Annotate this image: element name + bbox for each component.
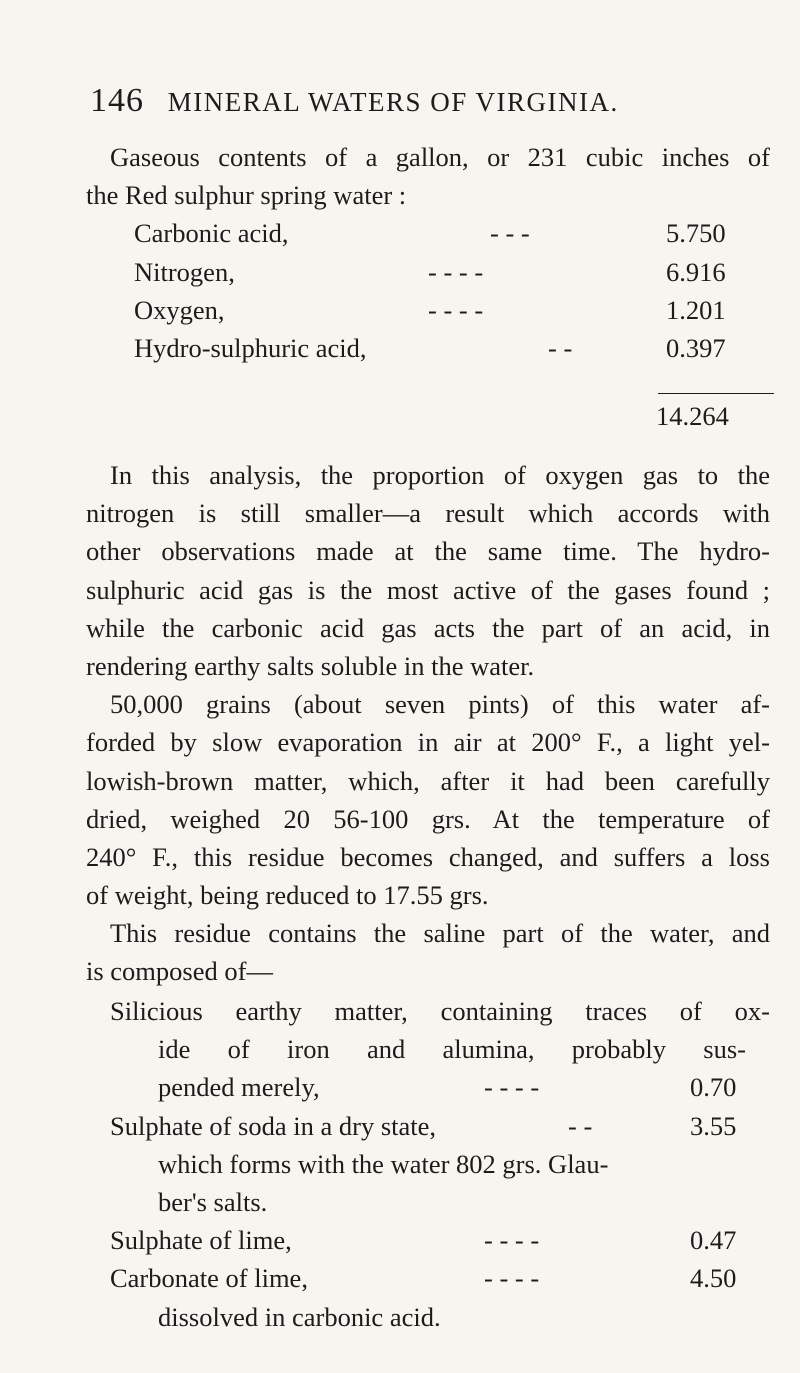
residue-row-soda xyxy=(110,1107,770,1145)
text-line: dried, weighed 20 56-100 grs. At the temperature of xyxy=(86,803,770,834)
residue-note: which forms with the water 802 grs. Glau- xyxy=(158,1148,609,1179)
text-line: other observations made at the same time. The hydro- xyxy=(86,536,770,567)
sum-rule xyxy=(658,393,774,394)
residue-name: Carbonate of lime, xyxy=(110,1263,308,1294)
leader-dots: - - xyxy=(548,332,573,363)
total-rule-row xyxy=(110,367,770,397)
running-title: MINERAL WATERS OF VIRGINIA. xyxy=(167,87,619,117)
residue-name: Sulphate of soda in a dry state, xyxy=(110,1110,437,1141)
gas-row-oxygen xyxy=(110,291,770,329)
gas-name: Nitrogen, xyxy=(134,256,235,287)
residue-name: pended merely, xyxy=(158,1072,320,1103)
gas-value: 6.916 xyxy=(666,256,726,287)
gas-row-carbonic xyxy=(110,214,770,252)
gas-value: 1.201 xyxy=(666,294,726,325)
page-number: 146 xyxy=(90,82,144,119)
gas-total: 14.264 xyxy=(656,401,729,432)
gas-value: 0.397 xyxy=(666,332,726,363)
residue-section xyxy=(110,992,770,1336)
gases-intro-line: Gaseous contents of a gallon, or 231 cubic inches of xyxy=(110,142,770,172)
residue-row-silicious xyxy=(110,1068,770,1106)
residue-line: Silicious earthy matter, containing traces of ox- xyxy=(110,996,770,1026)
text-line: while the carbonic acid gas acts the part of an acid, in xyxy=(86,612,770,643)
text-line: is composed of— xyxy=(86,956,273,987)
residue-row-carbonate-lime xyxy=(110,1259,770,1297)
gas-name: Carbonic acid, xyxy=(134,218,289,249)
gas-name: Oxygen, xyxy=(134,294,225,325)
analysis-paragraph xyxy=(86,456,770,991)
gas-name: Hydro-sulphuric acid, xyxy=(134,332,367,363)
residue-value: 0.70 xyxy=(690,1072,737,1103)
residue-line: ide of iron and alumina, probably sus- xyxy=(158,1034,746,1065)
leader-dots: - - - - xyxy=(428,256,484,287)
page-header xyxy=(90,82,730,120)
leader-dots: - - - - xyxy=(428,294,484,325)
text-line: This residue contains the saline part of the water, and xyxy=(110,918,770,949)
residue-value: 0.47 xyxy=(690,1225,737,1256)
leader-dots: - - - - xyxy=(484,1072,540,1103)
text-line: 240° F., this residue becomes changed, and suffers a loss xyxy=(86,841,770,872)
gas-row-nitrogen xyxy=(110,253,770,291)
residue-row-sulphate-lime xyxy=(110,1221,770,1259)
gas-row-hydrosulphuric xyxy=(110,329,770,367)
residue-name: Sulphate of lime, xyxy=(110,1225,292,1256)
text-line: In this analysis, the proportion of oxygen gas to the xyxy=(110,460,770,490)
text-line: rendering earthy salts soluble in the water. xyxy=(86,650,535,681)
residue-note: ber's salts. xyxy=(158,1186,268,1217)
residue-note: dissolved in carbonic acid. xyxy=(158,1301,441,1332)
leader-dots: - - - - xyxy=(484,1225,540,1256)
leader-dots: - - - - xyxy=(484,1263,540,1294)
text-line: 50,000 grains (about seven pints) of this water af- xyxy=(110,689,770,720)
text-line: lowish-brown matter, which, after it had been carefully xyxy=(86,765,770,796)
residue-value: 4.50 xyxy=(690,1263,737,1294)
text-line: forded by slow evaporation in air at 200° F., a light yel- xyxy=(86,727,770,758)
text-line: of weight, being reduced to 17.55 grs. xyxy=(86,880,489,911)
gas-total-row xyxy=(110,397,770,435)
gases-section xyxy=(86,138,770,435)
leader-dots: - - xyxy=(568,1110,593,1141)
leader-dots: - - - xyxy=(490,218,530,249)
gases-intro-line: the Red sulphur spring water : xyxy=(86,180,407,211)
text-line: nitrogen is still smaller—a result which accords with xyxy=(86,498,770,529)
residue-value: 3.55 xyxy=(690,1110,737,1141)
text-line: sulphuric acid gas is the most active of the gases found ; xyxy=(86,574,770,605)
gas-value: 5.750 xyxy=(666,218,726,249)
